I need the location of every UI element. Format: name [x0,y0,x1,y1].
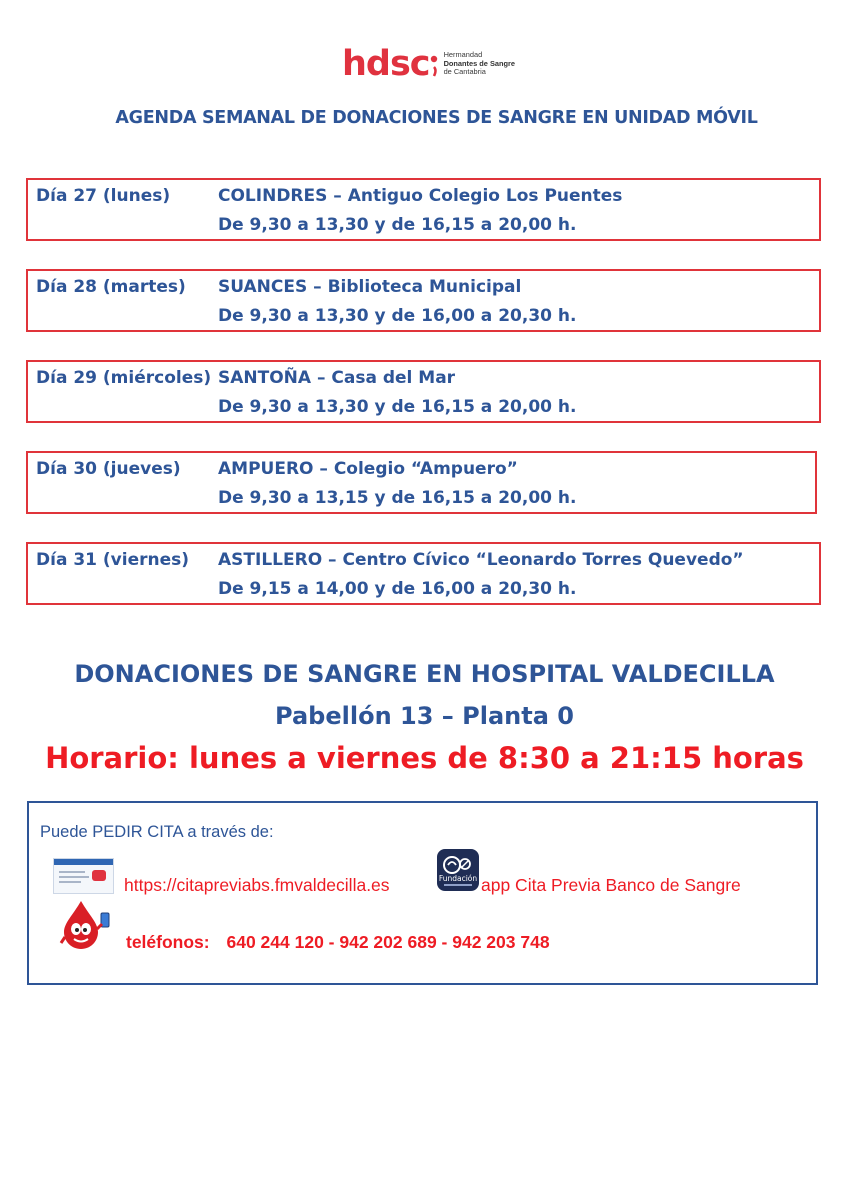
day-place: SUANCES – Biblioteca Municipal [218,277,522,297]
logo-line-3: de Cantabria [443,67,486,77]
day-place: AMPUERO – Colegio “Ampuero” [218,459,518,479]
day-box-29 [26,360,821,423]
appointment-box [27,801,818,985]
appointment-lead: Puede PEDIR CITA a través de: [40,823,274,841]
day-box-31 [26,542,821,605]
app-label: app Cita Previa Banco de Sangre [481,875,741,895]
phones-value[interactable]: 640 244 120 - 942 202 689 - 942 203 748 [226,932,550,952]
logo-line-1: Hermandad [443,50,483,60]
day-label: Día 27 (lunes) [36,186,171,206]
logo-text [444,51,515,77]
app-icon-text: Fundación [438,874,478,883]
day-label: Día 28 (martes) [36,277,186,297]
hdsc-logo [342,44,515,84]
hospital-location: Pabellón 13 – Planta 0 [275,702,574,730]
phones-label: teléfonos: [126,932,210,952]
website-thumbnail-icon [53,858,114,894]
day-hours: De 9,30 a 13,30 y de 16,15 a 20,00 h. [218,215,577,235]
phone-numbers [126,932,550,953]
logo-line-2: Donantes de Sangre [443,58,516,68]
day-box-30 [26,451,817,514]
appointment-url-link[interactable]: https://citapreviabs.fmvaldecilla.es [124,875,390,895]
day-hours: De 9,30 a 13,15 y de 16,15 a 20,00 h. [218,488,577,508]
hospital-hours: Horario: lunes a viernes de 8:30 a 21:15 horas [45,741,804,775]
day-place: COLINDRES – Antiguo Colegio Los Puentes [218,186,623,206]
logo-mark: hdsc [342,43,430,84]
day-hours: De 9,15 a 14,00 y de 16,00 a 20,30 h. [218,579,577,599]
day-place: SANTOÑA – Casa del Mar [218,368,456,388]
day-hours: De 9,30 a 13,30 y de 16,15 a 20,00 h. [218,397,577,417]
fundacion-app-icon[interactable] [437,849,479,891]
hospital-title: DONACIONES DE SANGRE EN HOSPITAL VALDECILLA [74,660,775,688]
day-box-28 [26,269,821,332]
day-box-27 [26,178,821,241]
blood-drop-mascot-icon [59,899,114,951]
agenda-title: AGENDA SEMANAL DE DONACIONES DE SANGRE EN UNIDAD MÓVIL [115,108,758,128]
logo-dot-icon [430,49,440,79]
day-label: Día 31 (viernes) [36,550,190,570]
day-place: ASTILLERO – Centro Cívico “Leonardo Torres Quevedo” [218,550,744,570]
day-label: Día 30 (jueves) [36,459,181,479]
day-label: Día 29 (miércoles) [36,368,212,388]
day-hours: De 9,30 a 13,30 y de 16,00 a 20,30 h. [218,306,577,326]
